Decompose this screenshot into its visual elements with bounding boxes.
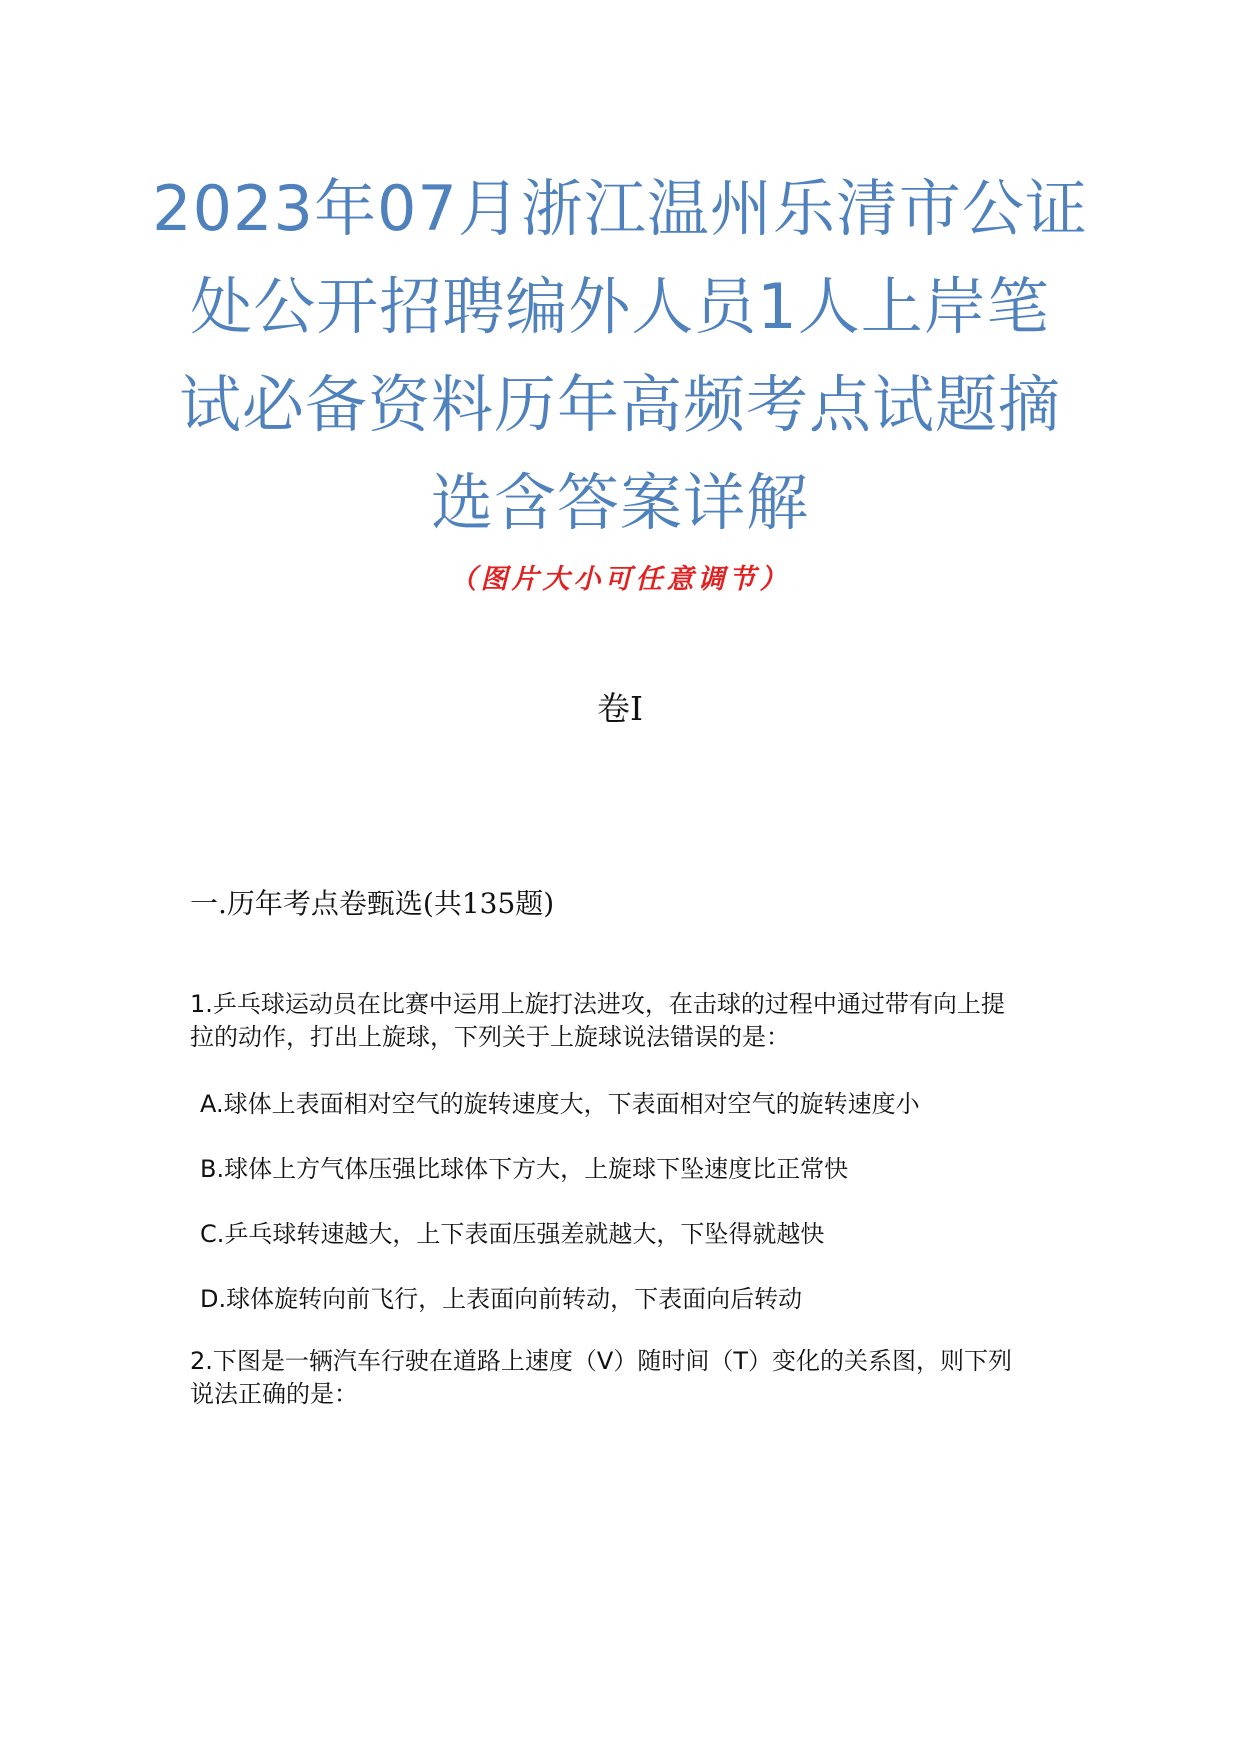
question-stem-line: 2.下图是一辆汽车行驶在道路上速度（V）随时间（T）变化的关系图，则下列 (190, 1347, 1012, 1375)
section-heading: 一.历年考点卷甄选(共135题) (190, 887, 555, 920)
title-line: 试必备资料历年高频考点试题摘 (178, 368, 1061, 441)
question-1-option-b: B.球体上方气体压强比球体下方大，上旋球下坠速度比正常快 (200, 1155, 849, 1183)
question-stem-line: 说法正确的是： (190, 1380, 358, 1408)
question-1-option-a: A.球体上表面相对空气的旋转速度大，下表面相对空气的旋转速度小 (200, 1090, 920, 1118)
question-1-option-c: C.乒乓球转速越大，上下表面压强差就越大，下坠得就越快 (200, 1220, 825, 1248)
volume-heading: 卷I (596, 689, 644, 728)
title-line: 选含答案详解 (430, 466, 809, 539)
question-1-stem (190, 988, 1070, 1054)
title-line: 2023年07月浙江温州乐清市公证 (152, 172, 1088, 245)
document-title (150, 160, 1090, 552)
question-stem-line: 1.乒乓球运动员在比赛中运用上旋打法进攻，在击球的过程中通过带有向上提 (190, 990, 1005, 1018)
question-stem-line: 拉的动作，打出上旋球，下列关于上旋球说法错误的是： (190, 1023, 790, 1051)
question-2-stem (190, 1345, 1070, 1411)
image-size-note: （图片大小可任意调节） (449, 564, 791, 595)
question-1-option-d: D.球体旋转向前飞行，上表面向前转动，下表面向后转动 (200, 1285, 803, 1313)
title-line: 处公开招聘编外人员1人上岸笔 (190, 270, 1050, 343)
